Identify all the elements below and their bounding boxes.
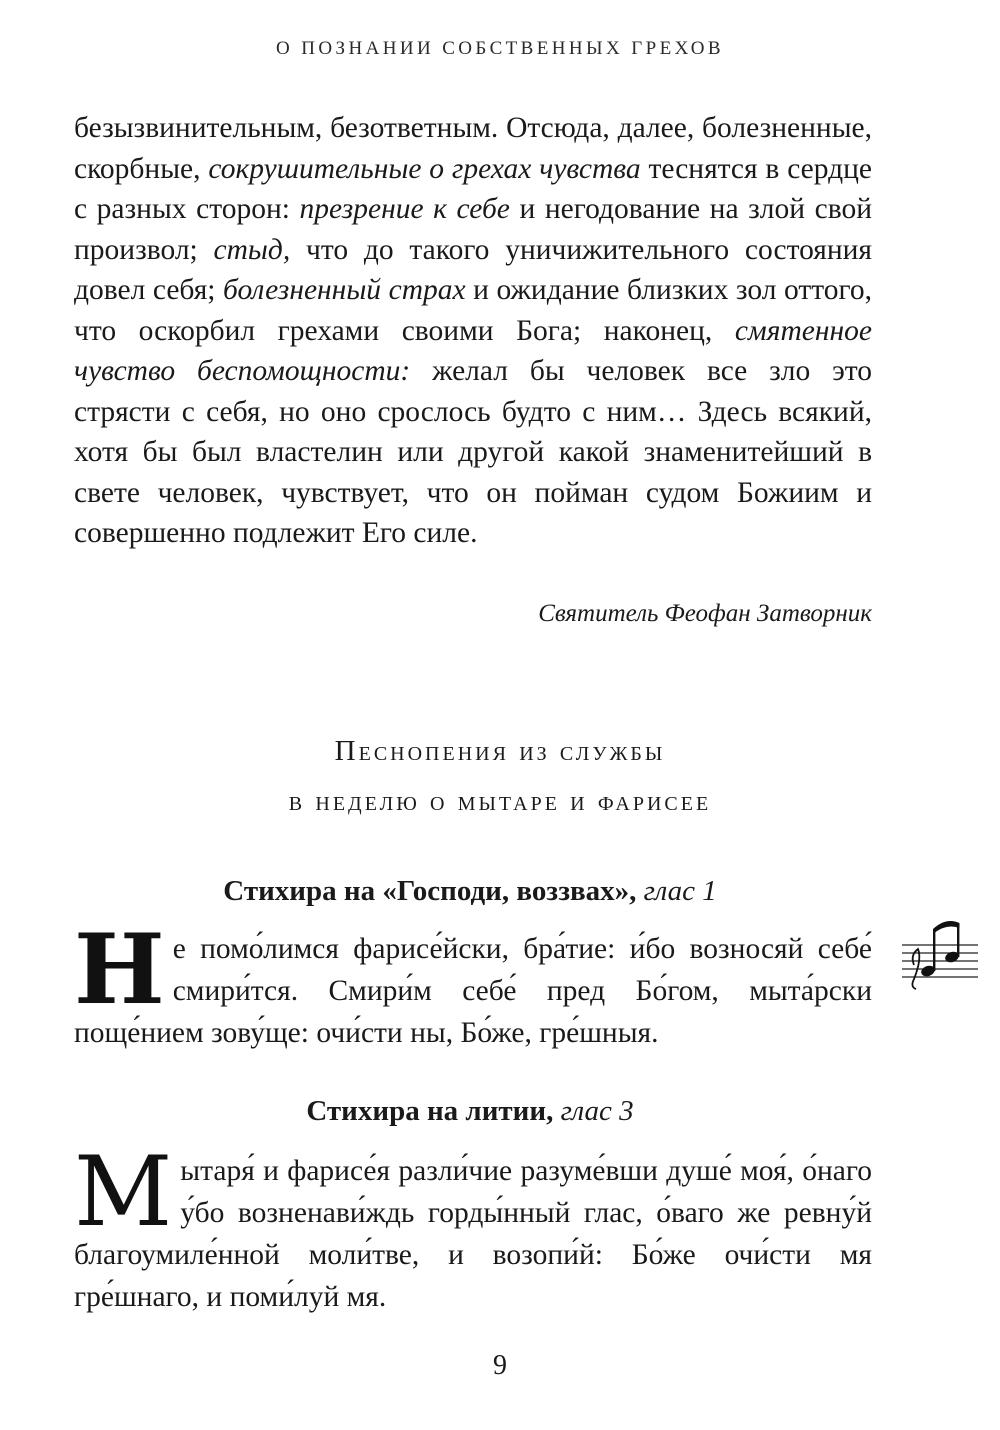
paragraph-text: желал бы человек все зло это стрясти с себя, но оно срослось будто с ним… Здесь всякий, хотя бы был властелин или другой какой знаменитейший в свете человек, чувствует, что он пойман судом Божиим и совершенно подлежит Его силе. bbox=[74, 355, 872, 549]
paragraph-text: и негодование на злой свой произвол; bbox=[74, 193, 872, 266]
section-title-line-2: в неделю о мытаре и фарисее bbox=[288, 785, 712, 817]
hymn-text bbox=[74, 913, 872, 1054]
paragraph-emphasis: болезненный страх bbox=[223, 274, 466, 306]
paragraph-emphasis: стыд, bbox=[213, 233, 291, 266]
body-paragraph bbox=[74, 108, 872, 554]
music-note-icon bbox=[900, 915, 980, 995]
hymn-text bbox=[74, 1136, 872, 1318]
hymn-heading-tone: глас 3 bbox=[553, 1095, 634, 1127]
hymn-heading-title: Стихира на «Господи, воззвах», bbox=[223, 875, 637, 907]
running-head: О ПОЗНАНИИ СОБСТВЕННЫХ ГРЕХОВ bbox=[276, 38, 724, 59]
hymn-heading-title: Стихира на литии, bbox=[306, 1095, 554, 1127]
hymn-heading bbox=[0, 875, 940, 908]
section-title-line-1: Песнопения из службы bbox=[334, 735, 666, 767]
paragraph-text: безызвинительным, безответным. Отсюда, далее, болезненные, скорбные, bbox=[74, 112, 872, 185]
drop-cap: М bbox=[74, 1136, 173, 1248]
paragraph-text: теснятся в сердце с разных сторон: bbox=[74, 152, 873, 225]
paragraph-emphasis: презрение к себе bbox=[299, 193, 510, 225]
hymn-body: ытаря́ и фарисе́я разли́чие разуме́вши душе́ моя́, о́наго у́бо возненави́ждь горды́нный глас, о́ваго же ревну́й благоумиле́нной моли́тве, и возопи́й: Бо́же очи́сти мя гре́шнаго, и поми́луй мя. bbox=[74, 1155, 872, 1313]
paragraph-text: что до такого уничижительного состояния довел себя; bbox=[74, 233, 872, 306]
attribution: Святитель Феофан Затворник bbox=[538, 600, 872, 627]
hymn-heading-tone: глас 1 bbox=[636, 875, 717, 907]
hymn-body: е помо́лимся фарисе́йски, бра́тие: и́бо возносяй себе́ смири́тся. Смири́м себе́ пред Бо́гом, мыта́рски поще́нием зову́ще: очи́сти ны, Бо́же, гре́шныя. bbox=[74, 933, 872, 1049]
hymn-heading bbox=[0, 1095, 940, 1128]
page-number: 9 bbox=[493, 1350, 507, 1381]
paragraph-emphasis: сокрушительные о грехах чувства bbox=[208, 152, 641, 185]
paragraph-emphasis: смятенное чувство беспомощности: bbox=[74, 314, 872, 387]
drop-cap: Н bbox=[74, 913, 165, 1026]
paragraph-text: и ожидание близких зол оттого, что оскорбил грехами своими Бога; наконец, bbox=[74, 274, 873, 347]
